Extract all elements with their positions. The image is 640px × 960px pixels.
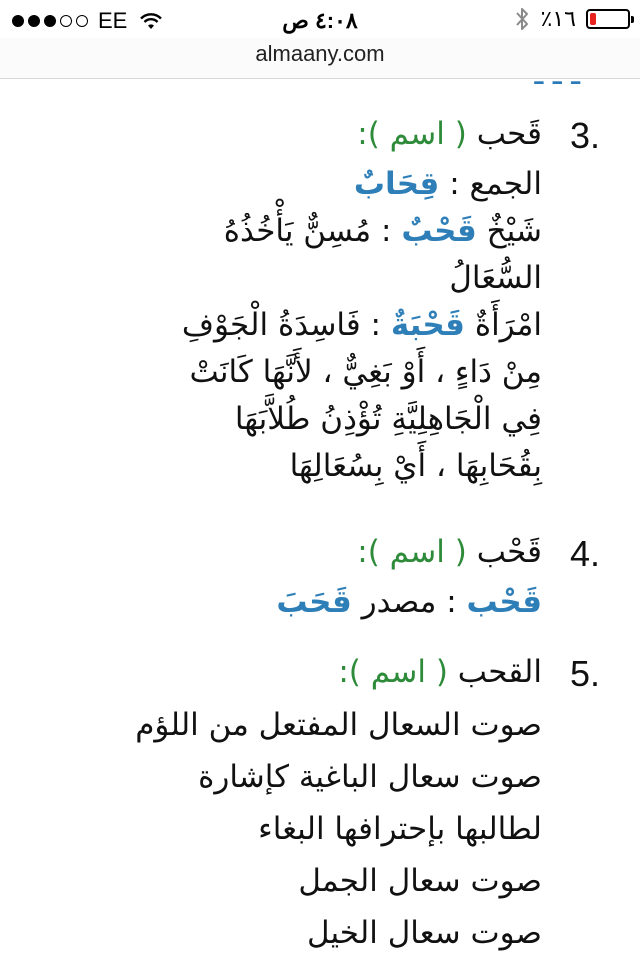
pos-close: ): xyxy=(338,654,361,690)
text: صوت السعال المفتعل من اللؤم xyxy=(135,707,542,743)
pos-open: ( xyxy=(454,116,467,152)
battery-percent: ٪١٦ xyxy=(540,6,576,31)
text: صوت سعال الباغية كإشارة xyxy=(198,759,542,795)
entry-number: 5. xyxy=(569,653,600,694)
text: بِقُحَابِهَا ، أَيْ بِسُعَالِهَا xyxy=(289,448,542,484)
text: : فَاسِدَةُ الْجَوْفِ xyxy=(181,307,391,343)
part-of-speech: اسم xyxy=(389,116,445,152)
linked-word[interactable]: قِحَابٌ xyxy=(353,166,440,202)
entry-definition xyxy=(102,161,542,490)
linked-word[interactable]: قَحْب xyxy=(466,584,542,620)
definition-line xyxy=(135,699,542,751)
entry-definition xyxy=(135,699,542,959)
part-of-speech: اسم xyxy=(389,534,445,570)
entry-definition xyxy=(276,579,542,626)
bluetooth-icon xyxy=(513,6,531,32)
text: صوت سعال الخيل xyxy=(306,915,542,951)
carrier-name: EE xyxy=(98,8,128,33)
linked-word[interactable]: قَحْبٌ xyxy=(401,213,477,249)
definition-line xyxy=(102,349,542,396)
entry-heading[interactable] xyxy=(357,534,542,570)
linked-word[interactable]: قَحْبَةٌ xyxy=(390,307,465,343)
definition-line xyxy=(102,302,542,349)
entry-word[interactable]: قَحْب xyxy=(476,534,542,570)
battery-level xyxy=(590,13,596,25)
entry-number: 3. xyxy=(569,115,600,156)
pos-open: ( xyxy=(435,654,448,690)
pos-close: ): xyxy=(357,116,380,152)
text: : مُسِنٌّ يَأْخُذُهُ xyxy=(223,213,402,249)
text: فِي الْجَاهِلِيَّةِ تُؤْذِنُ طُلاَّبَهَا xyxy=(234,401,542,437)
definition-line xyxy=(135,803,542,855)
pos-close: ): xyxy=(357,534,380,570)
text: امْرَأَةٌ xyxy=(464,307,542,343)
text: لطالبها بإحترافها البغاء xyxy=(258,811,542,847)
url-text[interactable]: almaany.com xyxy=(255,41,385,66)
text: : مصدر xyxy=(351,584,467,620)
status-time: ٤:٠٨ ص xyxy=(282,8,358,33)
text: مِنْ دَاءٍ ، أَوْ بَغِيٌّ ، لأَنَّهَا كَانَتْ xyxy=(189,354,542,390)
part-of-speech: اسم xyxy=(370,654,426,690)
definition-line xyxy=(102,443,542,490)
text: الجمع : xyxy=(439,166,542,202)
definition-line xyxy=(135,907,542,959)
definition-line xyxy=(135,855,542,907)
entry-heading[interactable] xyxy=(357,116,542,152)
definition-line xyxy=(102,208,542,255)
entry-word[interactable]: القحب xyxy=(457,654,542,690)
pos-open: ( xyxy=(454,534,467,570)
page-content xyxy=(0,57,640,960)
definition-line xyxy=(135,751,542,803)
status-bar xyxy=(0,0,640,40)
previous-entry-cutoff: ـ ـ ـ xyxy=(534,57,580,92)
entry-word[interactable]: قَحب xyxy=(476,116,542,152)
entry-number: 4. xyxy=(569,533,600,574)
status-right xyxy=(513,6,630,32)
linked-word[interactable]: قَحَبَ xyxy=(276,584,352,620)
text: صوت سعال الجمل xyxy=(298,863,542,899)
definition-line xyxy=(276,579,542,626)
definition-line xyxy=(102,161,542,208)
definition-line xyxy=(102,396,542,443)
definition-line xyxy=(102,255,542,302)
text: السُّعَالُ xyxy=(449,260,542,296)
battery-icon xyxy=(586,9,630,29)
text: شَيْخٌ xyxy=(476,213,542,249)
entry-heading[interactable] xyxy=(338,654,542,690)
